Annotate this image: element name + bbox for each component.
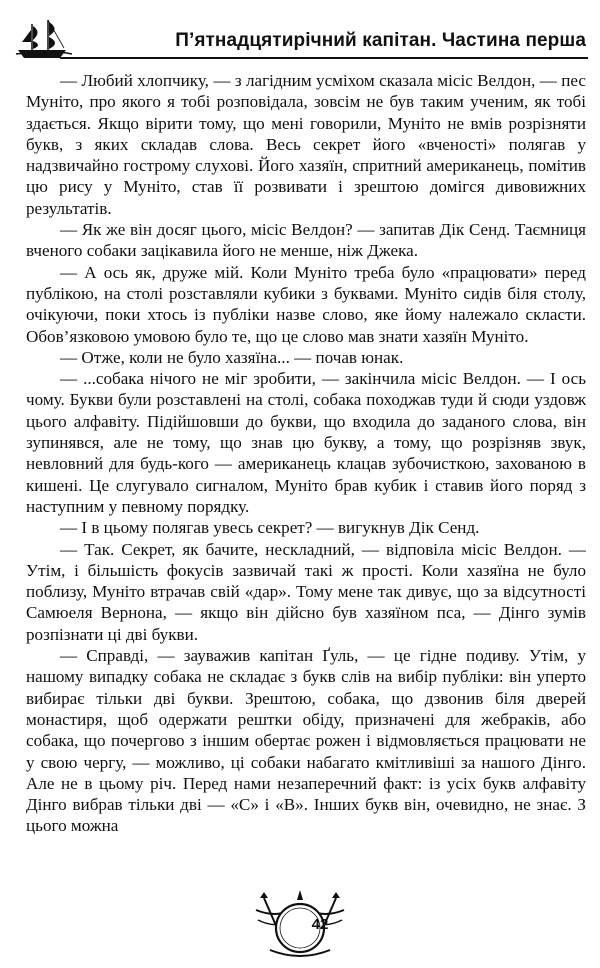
paragraph: — Справді, — зауважив капітан Ґуль, — це гідне подиву. Утім, у нашому випадку собака не складає з букв слів на вибір публіки: він уперто вибирає тільки дві букви. Зрештою, собака, що дзвонив біля дверей монастиря, щоб одержати рештки обіду, призначені для жебраків, або собака, що почергово з іншим обертає рожен і відмовляється працювати не у свою чергу, — можливо, ці собаки набагато кмітливіші за нашого Дінго. Але не в цьому річ. Перед нами незаперечний факт: із усіх букв алфавіту Дінго вибрав тільки дві — «С» і «В». Інших букв він, очевидно, не знає. З цього можна xyxy=(26,646,586,836)
paragraph: — Любий хлопчику, — з лагідним усміхом сказала місіс Велдон, — пес Муніто, про якого я тобі розповідала, зовсім не був таким ученим, як тобі здається. Якщо вірити тому, що мені говорили, Муніто не вмів розрізняти букв, з яких складав слова. Весь секрет його «вченості» полягав у надзвичайно гострому слухові. Його хазяїн, спритний американець, помітив цю рису у Муніто, став її розвивати і зрештою домігся дивовижних результатів. xyxy=(26,71,586,218)
header-divider xyxy=(60,57,588,59)
page-footer xyxy=(0,880,600,968)
running-title: П’ятнадцятирічний капітан. Частина перша xyxy=(175,30,586,51)
page-header xyxy=(0,0,600,64)
paragraph: — І в цьому полягав увесь секрет? — вигукнув Дік Сенд. xyxy=(60,518,480,538)
paragraph: — Як же він досяг цього, місіс Велдон? — запитав Дік Сенд. Таємниця вченого собаки зацікавила його не менше, ніж Джека. xyxy=(26,220,586,261)
sailing-ship-icon xyxy=(14,18,72,62)
paragraph: — Так. Секрет, як бачите, нескладний, — відповіла місіс Велдон. — Утім, і більшість фокусів зазвичай такі ж прості. Коли хазяїна не було поблизу, Муніто втрачав свій «дар». Тому мене так дивує, що за відсутності Самюеля Вернона, — якщо він дійсно був хазяїном пса, — Дінго зумів розпізнати ці дві букви. xyxy=(26,539,586,644)
paragraph: — А ось як, друже мій. Коли Муніто треба було «працювати» перед публікою, на столі розставляли кубики з буквами. Муніто сидів біля столу, очікуючи, поки хтось із публіки назве слово, яке йому належало скласти. Обов’язковою умовою було те, що це слово мав знати хазяїн Муніто. xyxy=(26,262,586,346)
paragraph: — ...собака нічого не міг зробити, — закінчила місіс Велдон. — І ось чому. Букви були розставлені на столі, собака походжав туди й сюди уздовж цього алфавіту. Підійшовши до букви, що входила до заданого слова, він зупинявся, але не тому, що знав цю букву, а тому, що розрізняв звук, невловний для будь-кого — американець клацав зубочисткою, захованою в кишені. Це слугувало сигналом, Муніто брав кубик і ставив його поряд з наступним у певному порядку. xyxy=(26,369,586,516)
page-number: 42 xyxy=(311,916,329,933)
page-body xyxy=(26,70,586,837)
paragraph: — Отже, коли не було хазяїна... — почав юнак. xyxy=(60,347,404,367)
